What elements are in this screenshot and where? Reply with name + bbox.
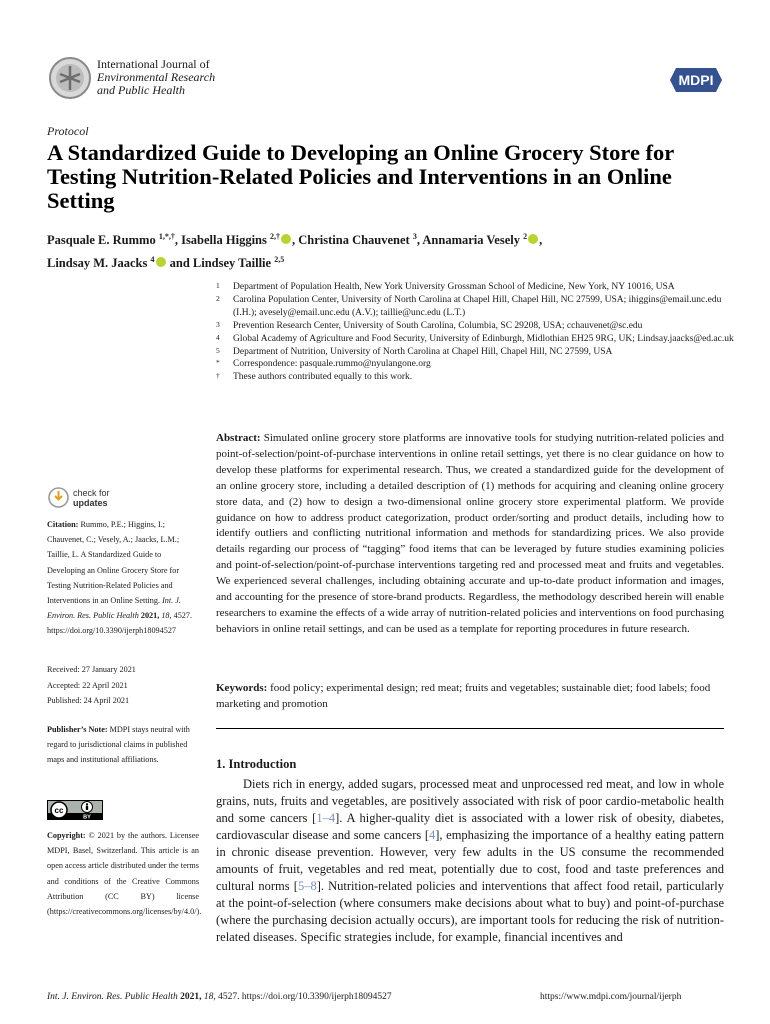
footer-journal: Int. J. Environ. Res. Public Health bbox=[47, 992, 178, 1002]
affiliation-item bbox=[216, 333, 736, 346]
footer-year: 2021, bbox=[177, 992, 202, 1002]
author-name: Lindsay M. Jaacks bbox=[47, 256, 148, 271]
affiliation-text: Global Academy of Agriculture and Food Security, University of Edinburgh, Midlothian EH25 9RG, UK; Lindsay.jaacks@ed.ac.uk bbox=[233, 333, 734, 344]
published-date: Published: 24 April 2021 bbox=[47, 696, 130, 705]
affiliation-number: † bbox=[216, 371, 220, 381]
abstract-text: Simulated online grocery store platforms are innovative tools for studying nutrition-related policies and point-of-selection/point-of-purchase interventions in online retail settings, yet there is no clear guidance on how to develop these platforms for experimental research. Thus, we created a standardized guide for the development of an online grocery store, including a detailed description of (1) methods for acquiring and cleaning online grocery store data, and (2) how to design a two-dimensional online grocery store experimental platform. We provide guidance on how to address product categorization, product order/sorting and product details, including how to identify outliers and conflicting nutritional information and methods for standardizing prices. We also provide details regarding our process of “tagging” food items that can be leveraged by future studies examining policies and point-of-selection/point-of-purchase interventions targeting red and processed meat and fruits and vegetables. We experienced several challenges, including obtaining accurate and up-to-date product information and images, and accounting for the presence of store-brand products. Regardless, the methodology described herein will enable researchers to examine the effects of a wide array of nutrition-related policies and interventions on food purchasing behaviors in online retail settings, and can be used as a template for reporting procedures in future research. bbox=[216, 432, 724, 635]
affiliation-item bbox=[216, 346, 736, 359]
publisher-note bbox=[47, 722, 199, 768]
intro-text-2: ]. A higher-quality diet is associated with a lower risk of obesity, diabetes, cardiovascular disease and some cancers [ bbox=[216, 811, 724, 842]
check-for-updates-icon bbox=[48, 487, 69, 508]
affiliation-number: 5 bbox=[216, 345, 220, 355]
abstract bbox=[216, 431, 724, 638]
intro-text-1: Diets rich in energy, added sugars, processed meat and unprocessed red meat, and low in whole grains, nuts, fruits and vegetables, are positively associated with risk of poor cardio-metabolic health and some cancers [ bbox=[216, 777, 724, 825]
journal-name-line1: International Journal of bbox=[97, 57, 210, 71]
by-label: BY bbox=[83, 814, 91, 820]
affiliation-number: 2 bbox=[216, 293, 220, 303]
author-affiliation-marker: 1,*,† bbox=[158, 232, 175, 241]
affiliation-text: Correspondence: pasquale.rummo@nyulangone.org bbox=[233, 359, 431, 370]
accepted-date: Accepted: 22 April 2021 bbox=[47, 680, 128, 690]
check-for-updates-button[interactable] bbox=[48, 487, 158, 511]
author-affiliation-marker: 4 bbox=[150, 255, 155, 265]
author-name: Annamaria Vesely bbox=[422, 233, 520, 248]
introduction-paragraph bbox=[216, 776, 724, 946]
copyright-label: Copyright: bbox=[47, 831, 86, 840]
keywords-text: food policy; experimental design; red meat; fruits and vegetables; sustainable diet; food labels; food marketing and promotion bbox=[216, 682, 711, 710]
cc-by-license-icon[interactable] bbox=[47, 800, 103, 820]
affiliation-item bbox=[216, 281, 736, 294]
article-type: Protocol bbox=[47, 124, 89, 138]
affiliation-number: 3 bbox=[216, 319, 220, 329]
citation-year: 2021, bbox=[138, 611, 160, 621]
copyright-notice bbox=[47, 828, 202, 919]
author-name: Isabella Higgins bbox=[181, 233, 267, 248]
citation-link[interactable]: 5–8 bbox=[297, 879, 317, 893]
orcid-icon[interactable] bbox=[528, 234, 538, 244]
citation bbox=[47, 517, 199, 639]
orcid-icon[interactable] bbox=[156, 257, 166, 267]
author-affiliation-marker: 2,5 bbox=[274, 255, 285, 265]
citation-journal: Int. J. Environ. Res. Public Health bbox=[47, 596, 181, 621]
citation-link[interactable]: 4 bbox=[429, 828, 436, 842]
journal-name-line2: Environmental Research bbox=[97, 70, 216, 84]
introduction-body bbox=[216, 776, 724, 946]
publisher-note-text: MDPI stays neutral with regard to jurisdictional claims in published maps and institutional affiliations. bbox=[47, 725, 190, 765]
footer-volume: 18, bbox=[201, 992, 216, 1002]
author-separator: , bbox=[174, 233, 182, 248]
article-dates bbox=[47, 662, 199, 709]
citation-text: Rummo, P.E.; Higgins, I.; Chauvenet, C.; Vesely, A.; Jaacks, L.M.; Taillie, L. A Standardized Guide to Developing an Online Grocery Store for Testing Nutrition-Related Policies and Interventions in an Online Setting. bbox=[47, 520, 180, 606]
section-divider bbox=[216, 728, 724, 729]
keywords-label: Keywords: bbox=[216, 682, 268, 694]
author-affiliation-marker: 3 bbox=[412, 232, 417, 241]
citation-label: Citation: bbox=[47, 520, 79, 529]
affiliation-text: Prevention Research Center, University of South Carolina, Columbia, SC 29208, USA; cchauvenet@sc.edu bbox=[233, 320, 643, 331]
author-name: Christina Chauvenet bbox=[298, 233, 410, 248]
abstract-label: Abstract: bbox=[216, 432, 261, 444]
affiliation-item bbox=[216, 294, 736, 320]
author-affiliation-marker: 2,† bbox=[270, 232, 280, 241]
check-for-updates-line2: updates bbox=[73, 498, 108, 508]
affiliations bbox=[216, 281, 736, 384]
journal-name-line3: and Public Health bbox=[97, 83, 185, 97]
author-separator: , bbox=[416, 233, 423, 248]
check-for-updates-text bbox=[73, 488, 110, 508]
received-date: Received: 27 January 2021 bbox=[47, 665, 136, 674]
affiliation-item bbox=[216, 371, 736, 384]
intro-text-4: ]. Nutrition-related policies and interventions that affect food retail, particularly at the point-of-selection (where consumers make decisions about what to buy) and point-of-purchase (where the purchasing decision actually occurs), are important tools for reducing the risk of nutrition-related diseases. Specific strategies include, for example, financial incentives and bbox=[216, 879, 724, 944]
affiliation-text: Department of Population Health, New York University Grossman School of Medicine, New York, NY 10016, USA bbox=[233, 282, 675, 292]
journal-name bbox=[97, 58, 215, 97]
intro-text-3: ], emphasizing the importance of a healthy eating pattern in chronic disease prevention. However, very few adults in the US consume the recommended amounts of fruit, vegetables and red meat, potentially due to cost, food and taste preferences and cultural norms [ bbox=[216, 828, 724, 893]
check-for-updates-line1: check for bbox=[73, 488, 110, 498]
article-title: A Standardized Guide to Developing an Online Grocery Store for Testing Nutrition-Related Policies and Interventions in an Online Setting bbox=[47, 140, 674, 213]
affiliation-item bbox=[216, 320, 736, 333]
affiliation-text: Department of Nutrition, University of North Carolina at Chapel Hill, Chapel Hill, NC 27599, USA bbox=[233, 346, 613, 357]
author-affiliation-marker: 2 bbox=[523, 232, 528, 241]
affiliation-text: These authors contributed equally to this work. bbox=[233, 372, 413, 383]
footer-citation bbox=[47, 992, 392, 1002]
affiliation-item bbox=[216, 358, 736, 371]
copyright-text: © 2021 by the authors. Licensee MDPI, Basel, Switzerland. This article is an open access article distributed under the terms and conditions of the Creative Commons Attribution (CC BY) license (https://creativecommons.org/licenses/by/4.0/). bbox=[47, 831, 202, 917]
affiliation-number: 4 bbox=[216, 332, 220, 342]
affiliation-number: * bbox=[216, 358, 220, 368]
author-separator: , bbox=[292, 233, 299, 248]
citation-link[interactable]: 1–4 bbox=[316, 811, 336, 825]
author-name: Lindsey Taillie bbox=[192, 256, 272, 271]
mdpi-logo-text: MDPI bbox=[678, 72, 714, 88]
footer-journal-url[interactable]: https://www.mdpi.com/journal/ijerph bbox=[540, 992, 682, 1002]
author-name: Pasquale E. Rummo bbox=[47, 233, 156, 248]
footer-doi[interactable]: 4527. https://doi.org/10.3390/ijerph18094527 bbox=[215, 992, 392, 1002]
journal-logo-icon bbox=[48, 56, 92, 100]
orcid-icon[interactable] bbox=[281, 234, 291, 244]
author-separator: and bbox=[166, 256, 193, 271]
keywords bbox=[216, 680, 724, 712]
citation-doi[interactable]: 4527. https://doi.org/10.3390/ijerph18094527 bbox=[47, 611, 193, 636]
citation-volume: 18, bbox=[159, 611, 172, 621]
introduction-heading: 1. Introduction bbox=[216, 757, 297, 771]
author-separator: , bbox=[539, 233, 543, 248]
cc-label: cc bbox=[54, 806, 64, 815]
affiliation-text: Carolina Population Center, University of North Carolina at Chapel Hill, Chapel Hill, NC 27599, USA; ihiggins@email.unc.edu (I.H.); avesely@email.unc.edu (A.V.); taillie@unc.edu (L.T.) bbox=[233, 294, 722, 318]
publisher-note-label: Publisher’s Note: bbox=[47, 725, 108, 734]
affiliation-number: 1 bbox=[216, 281, 220, 290]
mdpi-logo-icon bbox=[668, 66, 724, 94]
author-list bbox=[47, 227, 747, 273]
